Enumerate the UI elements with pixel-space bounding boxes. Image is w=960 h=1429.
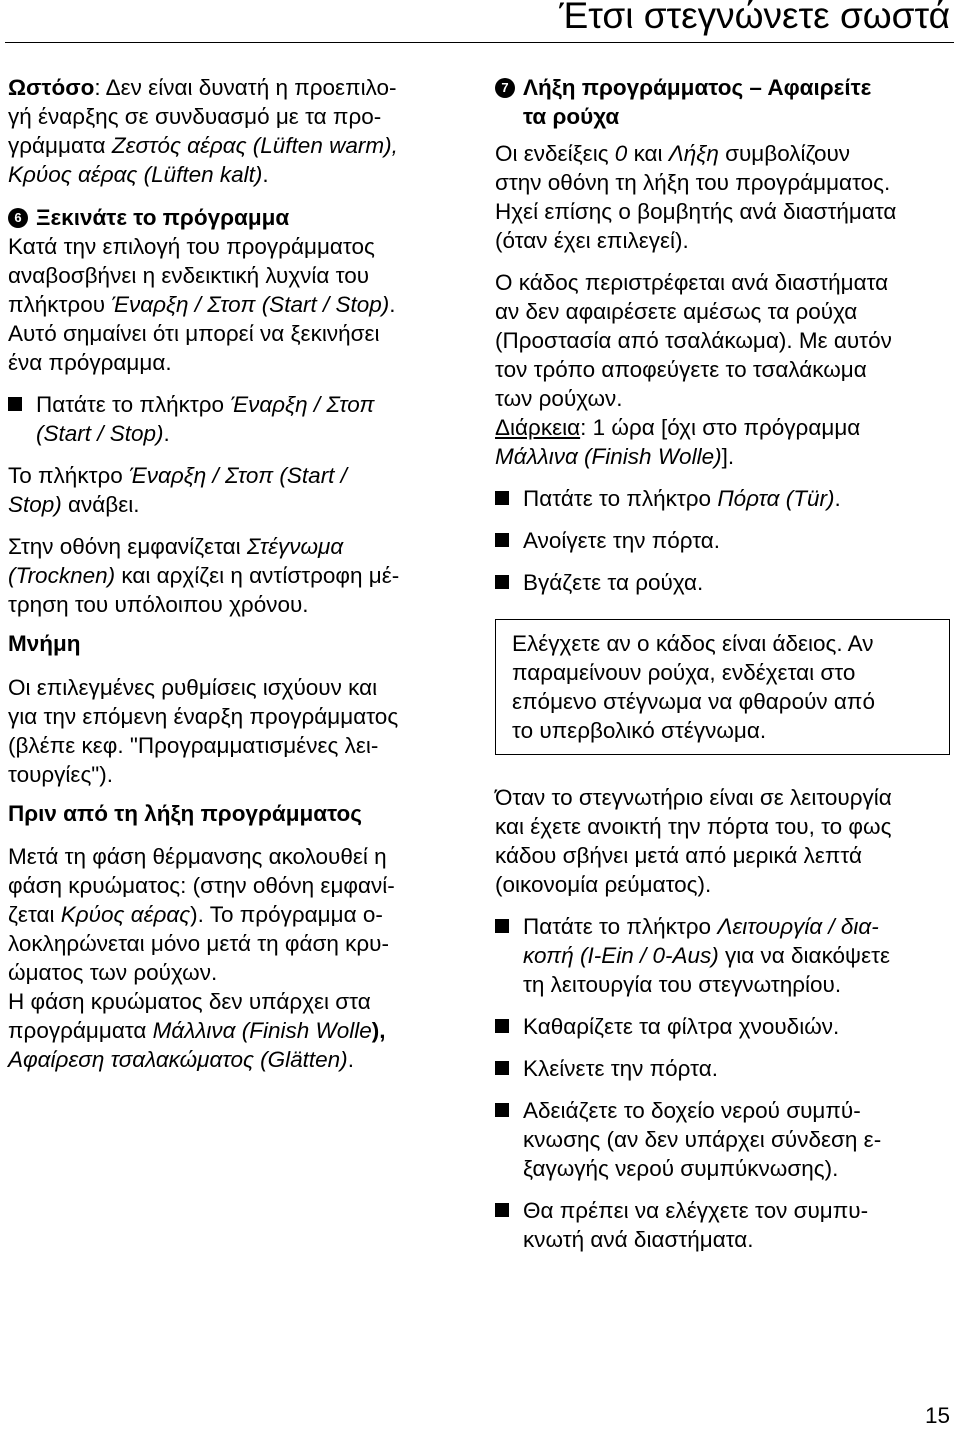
text-line: Ανοίγετε την πόρτα. <box>523 528 721 553</box>
notice-text: . <box>262 162 269 187</box>
square-bullet-icon <box>495 919 509 933</box>
text-line: τρηση του υπόλοιπου χρόνου. <box>8 592 309 617</box>
step-6-title: Ξεκινάτε το πρόγραμμα <box>36 205 290 230</box>
text-line: Κλείνετε την πόρτα. <box>523 1056 718 1081</box>
text-line: ). Το πρόγραμμα ο- <box>190 902 383 927</box>
text-line: αν δεν αφαιρέσετε αμέσως τα ρούχα <box>495 299 858 324</box>
button-name: Λειτουργία / δια- <box>717 914 879 939</box>
text-line: Ηχεί επίσης ο βομβητής ανά διαστήματα <box>495 199 897 224</box>
paragraph <box>495 139 950 255</box>
button-name: Έναρξη / Στοπ <box>230 392 375 417</box>
text-line: Η φάση κρυώματος δεν υπάρχει στα <box>8 989 371 1014</box>
text-line: ), <box>371 1018 386 1043</box>
text-line: (οικονομία ρεύματος). <box>495 872 712 897</box>
text-line: Ελέγχετε αν ο κάδος είναι άδειος. Αν <box>512 631 874 656</box>
bullet-item <box>495 912 950 999</box>
paragraph <box>8 532 463 619</box>
paragraph <box>8 842 463 1074</box>
square-bullet-icon <box>495 533 509 547</box>
text-line: τουργίες"). <box>8 762 114 787</box>
text-line: λοκληρώνεται μόνο μετά τη φάση κρυ- <box>8 931 389 956</box>
before-end-heading: Πριν από τη λήξη προγράμματος <box>8 801 362 826</box>
text-line: για την επόμενη έναρξη προγράμματος <box>8 704 399 729</box>
text-line: Θα πρέπει να ελέγχετε τον συμπυ- <box>523 1198 869 1223</box>
text-line: για να διακόψετε <box>718 943 891 968</box>
text-line: αναβοσβήνει η ενδεικτική λυχνία του <box>8 263 370 288</box>
paragraph <box>8 673 463 789</box>
text-line: (Προστασία από τσαλάκωμα). Με αυτόν <box>495 328 892 353</box>
text-line: Βγάζετε τα ρούχα. <box>523 570 704 595</box>
text-line: ξαγωγής νερού συμπύκνωσης). <box>523 1156 839 1181</box>
program-name: Αφαίρεση τσαλακώματος (Glätten) <box>8 1047 348 1072</box>
step-number-badge: 7 <box>495 78 515 98</box>
text-line: και έχετε ανοικτή την πόρτα του, το φως <box>495 814 892 839</box>
text-line: επόμενο στέγνωμα να φθαρούν από <box>512 689 875 714</box>
bullet-item <box>495 568 950 597</box>
program-name: Μάλλινα (Finish Wolle) <box>495 444 722 469</box>
bullet-item <box>495 1096 950 1183</box>
display-text: Κρύος αέρας <box>60 902 191 927</box>
button-name: κοπή (I-Ein / 0-Aus) <box>523 943 719 968</box>
text-line: το υπερβολικό στέγνωμα. <box>512 718 767 743</box>
left-column <box>8 73 463 1074</box>
text-line: συμβολίζουν <box>718 141 851 166</box>
text-line: Πατάτε το πλήκτρο <box>523 486 718 511</box>
header-rule <box>5 42 954 43</box>
square-bullet-icon <box>495 1103 509 1117</box>
square-bullet-icon <box>8 397 22 411</box>
text-line: . <box>347 1047 354 1072</box>
square-bullet-icon <box>495 491 509 505</box>
text-line: στην οθόνη τη λήξη του προγράμματος. <box>495 170 891 195</box>
text-line: Το πλήκτρο <box>8 463 130 488</box>
square-bullet-icon <box>495 1019 509 1033</box>
text-line: κνωτή ανά διαστήματα. <box>523 1227 754 1252</box>
paragraph <box>495 783 950 899</box>
text-line: Πατάτε το πλήκτρο <box>36 392 231 417</box>
notice-text: γή έναρξης σε συνδυασμό με τα προ- <box>8 104 382 129</box>
button-name: Πόρτα (Tür) <box>717 486 835 511</box>
text-line: Μετά τη φάση θέρμανσης ακολουθεί η <box>8 844 387 869</box>
square-bullet-icon <box>495 1203 509 1217</box>
text-line: Ο κάδος περιστρέφεται ανά διαστήματα <box>495 270 889 295</box>
memory-heading: Μνήμη <box>8 631 81 656</box>
text-line: παραμείνουν ρούχα, ενδέχεται στο <box>512 660 856 685</box>
text-line: τη λειτουργία του στεγνωτηρίου. <box>523 972 842 997</box>
step-number-badge: 6 <box>8 208 28 228</box>
bullet-item <box>495 526 950 555</box>
step-7-title: τα ρούχα <box>523 104 620 129</box>
display-text: (Trocknen) <box>8 563 116 588</box>
bullet-item <box>495 1196 950 1254</box>
display-text: Λήξη <box>668 141 719 166</box>
text-line: Αυτό σημαίνει ότι μπορεί να ξεκινήσει <box>8 321 380 346</box>
text-line: ανάβει. <box>61 492 140 517</box>
bullet-item <box>495 1054 950 1083</box>
button-name: Έναρξη / Στοπ (Start / <box>129 463 347 488</box>
text-line: Στην οθόνη εμφανίζεται <box>8 534 247 559</box>
text-line: Οι ενδείξεις <box>495 141 615 166</box>
page-number: 15 <box>924 1403 950 1428</box>
paragraph <box>8 232 463 377</box>
program-name: Κρύος αέρας (Lüften kalt) <box>8 162 263 187</box>
notice-label: Ωστόσο <box>8 75 95 100</box>
text-line: τον τρόπο αποφεύγετε το τσαλάκωμα <box>495 357 867 382</box>
step-6-heading <box>8 203 463 232</box>
text-line: Κατά την επιλογή του προγράμματος <box>8 234 375 259</box>
text-line: των ρούχων. <box>495 386 623 411</box>
text-line: ώματος των ρούχων. <box>8 960 218 985</box>
right-column <box>495 73 950 1254</box>
display-text: 0 <box>614 141 628 166</box>
text-line: . <box>834 486 841 511</box>
text-line: : 1 ώρα [όχι στο πρόγραμμα <box>580 415 861 440</box>
button-name: (Start / Stop) <box>36 421 164 446</box>
step-7-title: Λήξη προγράμματος – Αφαιρείτε <box>523 75 872 100</box>
program-name: Ζεστός αέρας (Lüften warm), <box>111 133 398 158</box>
text-line: φάση κρυώματος: (στην οθόνη εμφανί- <box>8 873 395 898</box>
text-line: Πατάτε το πλήκτρο <box>523 914 718 939</box>
program-name: Μάλλινα (Finish Wolle <box>152 1018 372 1043</box>
square-bullet-icon <box>495 1061 509 1075</box>
page-header-title: Έτσι στεγνώνετε σωστά <box>559 0 950 36</box>
text-line: Αδειάζετε το δοχείο νερού συμπύ- <box>523 1098 861 1123</box>
text-line: προγράμματα <box>8 1018 153 1043</box>
bullet-item <box>495 1012 950 1041</box>
paragraph <box>8 461 463 519</box>
text-line: πλήκτρου <box>8 292 112 317</box>
text-line: και <box>627 141 669 166</box>
bullet-item <box>495 484 950 513</box>
paragraph <box>495 268 950 471</box>
text-line: Οι επιλεγμένες ρυθμίσεις ισχύουν και <box>8 675 378 700</box>
text-line: (βλέπε κεφ. "Προγραμματισμένες λει- <box>8 733 379 758</box>
button-name: Stop) <box>8 492 62 517</box>
text-line: Όταν το στεγνωτήριο είναι σε λειτουργία <box>495 785 892 810</box>
text-line: ]. <box>721 444 735 469</box>
text-line: (όταν έχει επιλεγεί). <box>495 228 689 253</box>
square-bullet-icon <box>495 575 509 589</box>
text-line: Καθαρίζετε τα φίλτρα χνουδιών. <box>523 1014 840 1039</box>
text-line: και αρχίζει η αντίστροφη μέ- <box>115 563 400 588</box>
button-name: Έναρξη / Στοπ (Start / Stop) <box>111 292 390 317</box>
text-line: . <box>163 421 170 446</box>
text-line: κνωσης (αν δεν υπάρχει σύνδεση ε- <box>523 1127 882 1152</box>
text-line: ζεται <box>8 902 61 927</box>
text-line: . <box>389 292 396 317</box>
text-line: ένα πρόγραμμα. <box>8 350 172 375</box>
notice-paragraph <box>8 73 463 189</box>
warning-box <box>495 619 950 755</box>
display-text: Στέγνωμα <box>246 534 344 559</box>
text-line: κάδου σβήνει μετά από μερικά λεπτά <box>495 843 862 868</box>
notice-text: : Δεν είναι δυνατή η προεπιλο- <box>94 75 397 100</box>
bullet-item <box>8 390 463 448</box>
notice-text: γράμματα <box>8 133 112 158</box>
duration-label: Διάρκεια <box>495 415 581 440</box>
step-7-heading <box>495 73 950 131</box>
